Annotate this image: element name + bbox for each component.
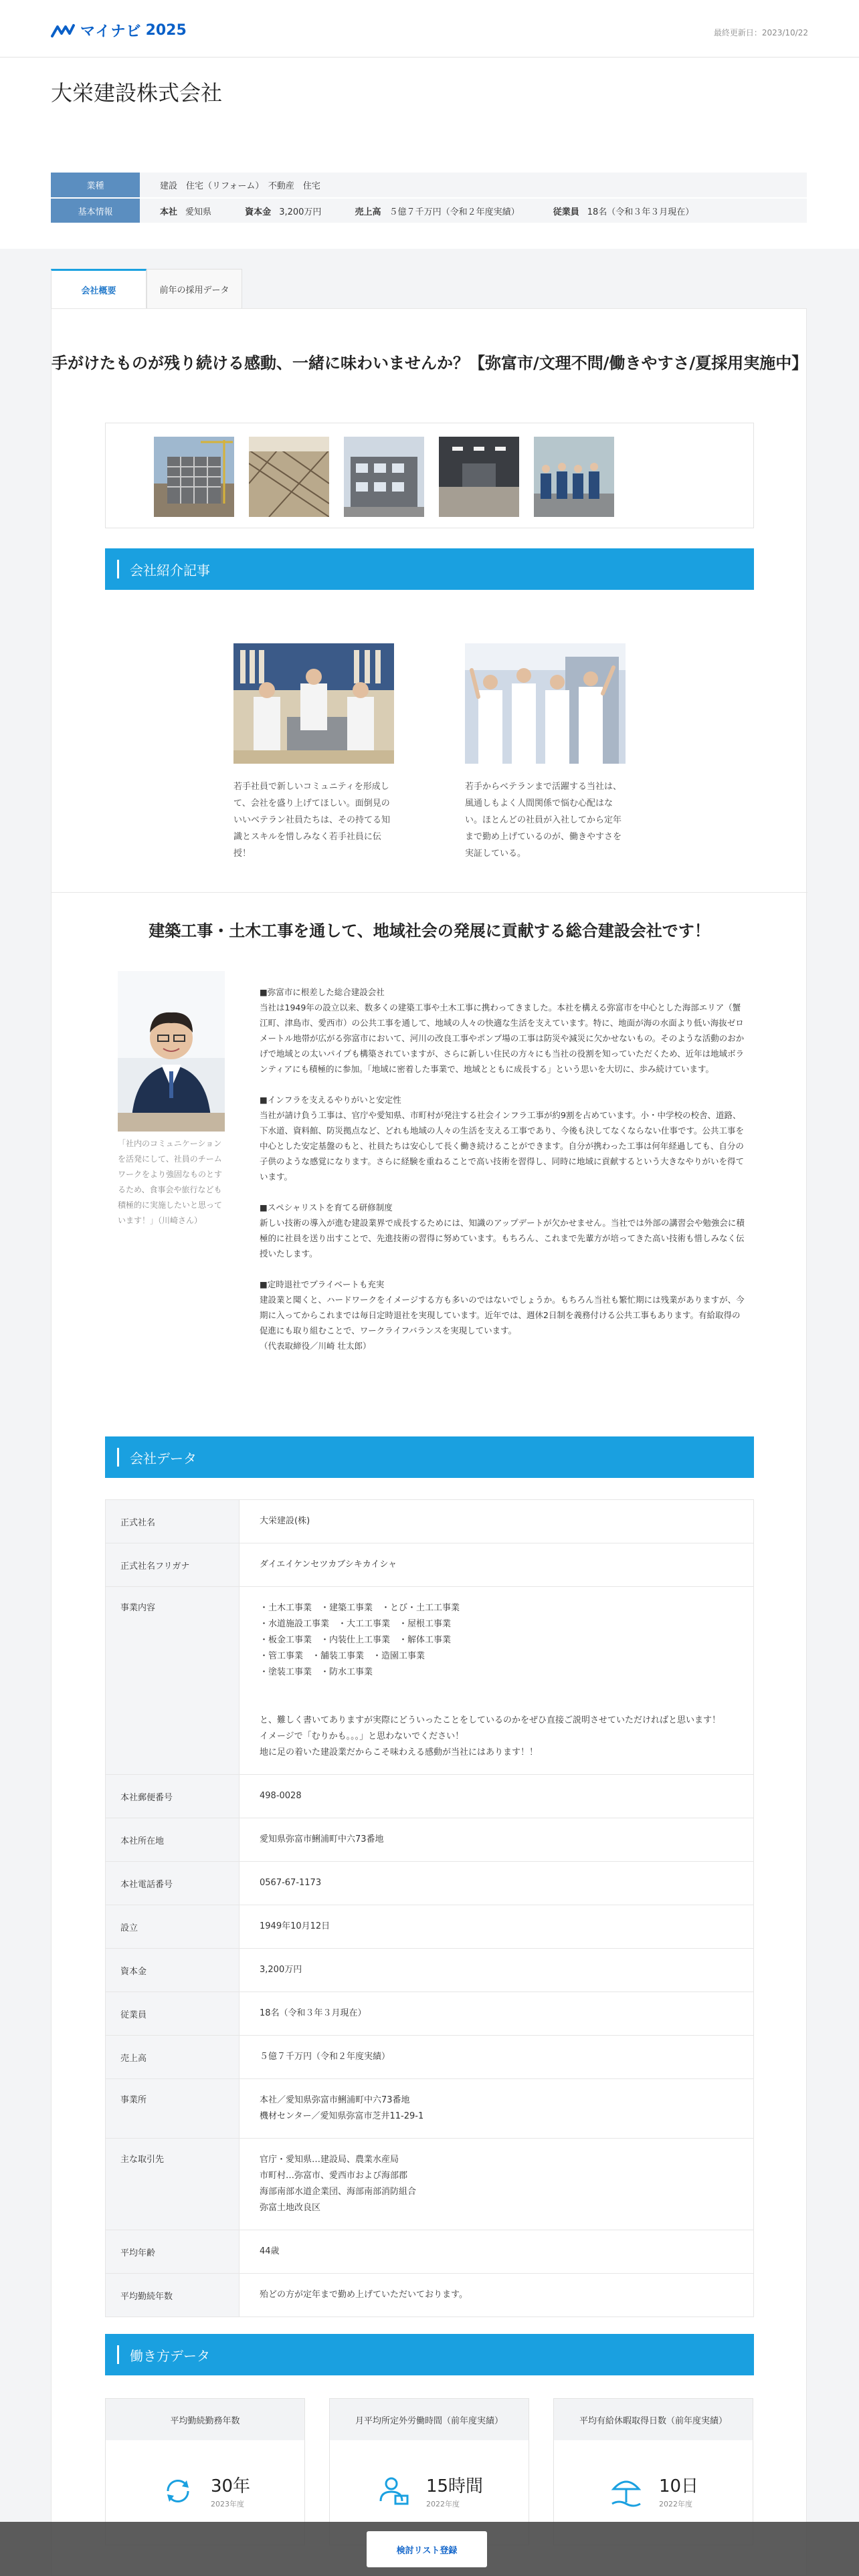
stat-value: 30年: [210, 2476, 251, 2496]
row-label: 本社郵便番号: [106, 1775, 240, 1818]
row-label: 主な取引先: [106, 2139, 240, 2230]
stat-title: 月平均所定外労働時間（前年度実績）: [330, 2399, 529, 2440]
row-value: 1949年10月12日: [240, 1905, 754, 1949]
article-2-text: 若手からベテランまで活躍する当社は、風通しもよく人間関係で悩む心配はない。ほとんどの社員が入社してから定年まで勤め上げているのが、働きやすさを実証している。: [465, 782, 622, 859]
mynavi-logo[interactable]: [51, 20, 187, 41]
message-paragraph-2: ■インフラを支えるやりがいと安定性 当社が請け負う工事は、官庁や愛知県、市町村が発注する社会インフラ工事が約9割を占めています。小・中学校の校舎、道路、下水道、資料館、防災拠点など、どれも地域の人々の生活を支える工事であり、今後も決してなくならない仕事です。公共工事を中心とした安定基盤のもと、社員たちは安心して長く働き続けることができます。自分が携わった工事は何年経過しても、自分の子供のような感覚になります。さらに経験を重ねることで高い技術を習得し、同時に地域に貢献するという大きなやりがいを得ています。: [260, 1095, 745, 1182]
section-work-style-title: 働き方データ: [130, 2347, 210, 2364]
table-row: [106, 2230, 754, 2274]
basic-info-table: [51, 173, 807, 224]
hq-label: 本社: [160, 207, 178, 217]
tab-company-overview[interactable]: 会社概要: [51, 269, 147, 309]
capital-label: 資本金: [245, 207, 272, 217]
row-label: 設立: [106, 1905, 240, 1949]
table-row: [106, 1543, 754, 1587]
table-row: [106, 1949, 754, 1992]
basic-info-values: [140, 198, 807, 223]
sales-label: 売上高: [355, 207, 381, 217]
stat-year: 2023年度: [210, 2500, 244, 2508]
industry-label: 業種: [51, 173, 140, 198]
row-value: ・土木工事業 ・建築工事業 ・とび・土工工事業 ・水道施設工事業 ・大工工事業 ・屋根工事業 ・板金工事業 ・内装仕上工事業 ・解体工事業 ・管工事業 ・舗装工事業 ・造園工事業 ・塗装工事業 ・防水工事業 と、難しく書いてありますが実際にどういったことをしているのかをぜひ直接ご説明させていただければと思います！ イメージで「むりかも。。。」と思わないでください！ 地に足の着いた建設業だからこそ味わえる感動が当社にはあります！！: [240, 1587, 754, 1775]
stat-value: 15時間: [425, 2476, 484, 2496]
stat-title: 平均有給休暇取得日数（前年度実績）: [554, 2399, 753, 2440]
photo-interior-hall[interactable]: [439, 437, 519, 517]
table-row: [106, 1818, 754, 1862]
add-to-list-button[interactable]: 検討リスト登録: [367, 2531, 487, 2567]
table-row: [106, 2274, 754, 2317]
row-label: 資本金: [106, 1949, 240, 1992]
section-divider: [52, 892, 807, 893]
table-row: [106, 1500, 754, 1543]
logo-text: マイナビ: [80, 23, 142, 40]
table-row: [106, 2139, 754, 2230]
section-articles-title: 会社紹介記事: [130, 562, 210, 578]
company-name: 大栄建設株式会社: [51, 80, 223, 106]
row-label: 本社電話番号: [106, 1862, 240, 1905]
stat-value: 10日: [658, 2476, 699, 2496]
photo-staff-group[interactable]: [534, 437, 614, 517]
row-label: 平均勤続年数: [106, 2274, 240, 2317]
stat-year: 2022年度: [425, 2500, 460, 2508]
section-work-style-header: [105, 2334, 754, 2375]
row-value: 0567-67-1173: [240, 1862, 754, 1905]
logo-mark-icon: [51, 23, 76, 39]
article-2-photo: [465, 643, 626, 764]
row-value: 愛知県弥富市鯏浦町中六73番地: [240, 1818, 754, 1862]
stat-year: 2022年度: [658, 2500, 692, 2508]
message-paragraph-3: ■スペシャリストを育てる研修制度 新しい技術の導入が進む建設業界で成長するためには、知識のアップデートが欠かせません。当社では外部の講習会や勉強会に積極的に社員を送り出すことで、先進技術の習得に努めています。もちろん、これまで先輩方が培ってきた高い技術も惜しみなく伝授いたします。: [260, 1202, 745, 1259]
message-title: 建築工事・土木工事を通して、地域社会の発展に貢献する総合建設会社です！: [149, 922, 710, 940]
industry-value: 建設 住宅（リフォーム） 不動産 住宅: [140, 173, 807, 198]
table-row: [106, 2036, 754, 2079]
article-1-photo: [233, 643, 394, 764]
article-card-2[interactable]: [465, 643, 626, 862]
basic-info-label: 基本情報: [51, 198, 140, 223]
hq-value: 愛知県: [185, 207, 212, 217]
photo-apartment-building[interactable]: [344, 437, 424, 517]
message-paragraph-4: ■定時退社でプライベートも充実 建設業と聞くと、ハードワークをイメージする方も多いのではないでしょうか。もちろん当社も繁忙期には残業がありますが、今期に入ってからこれまでは毎日定時退社を実現しています。近年では、週休2日制を義務付ける公共工事もあります。有給取得の促進にも取り組むことで、ワークライフバランスを実現しています。 （代表取締役／川崎 壮太郎）: [260, 1279, 745, 1351]
section-company-data-header: [105, 1436, 754, 1478]
logo-year: 2025: [145, 22, 187, 39]
photo-rebar-work[interactable]: [249, 437, 329, 517]
row-value: ５億７千万円（令和２年度実績）: [240, 2036, 754, 2079]
message-body: [260, 984, 748, 1369]
sales-value: ５億７千万円（令和２年度実績）: [389, 207, 520, 217]
row-value: 官庁・愛知県…建設局、農業水産局 市町村…弥富市、愛西市および海部郡 海部南部水道企業団、海部南部消防組合 弥富土地改良区: [240, 2139, 754, 2230]
table-row: [106, 1905, 754, 1949]
site-header: [0, 0, 859, 58]
row-value: 殆どの方が定年まで勤め上げていただいております。: [240, 2274, 754, 2317]
row-label: 売上高: [106, 2036, 240, 2079]
worker-icon: [375, 2473, 411, 2509]
row-value: ダイエイケンセツカブシキカイシャ: [240, 1543, 754, 1587]
last-updated: 最終更新日：2023/10/22: [713, 28, 808, 37]
row-value: 498-0028: [240, 1775, 754, 1818]
tab-recruit-data[interactable]: 前年の採用データ: [147, 269, 242, 309]
message-paragraph-1: ■弥富市に根差した総合建設会社 当社は1949年の設立以来、数多くの建築工事や土木工事に携わってきました。本社を構える弥富市を中心とした海部エリア（蟹江町、津島市、愛西市）の公共工事を通して、地域の人々の快適な生活を支えています。特に、地面が海の水面より低い海抜ゼロメートル地帯が広がる弥富市において、河川の改良工事やポンプ場の工事は防災や減災に欠かせないもの。そのような活動のおかげで地域との太いパイプも構築されていますが、さらに新しい住民の方々にも当社の役割を知っていただくため、近年は地域ボランティアにも積極的に参加。「地域に密着した事業で、地域とともに成長する」という思いを大切に、歩み続けています。: [260, 987, 745, 1074]
company-header: [0, 58, 859, 249]
president-portrait: [118, 971, 225, 1132]
capital-value: 3,200万円: [279, 207, 322, 217]
row-label: 平均年齢: [106, 2230, 240, 2274]
table-row: [106, 1587, 754, 1775]
row-label: 事業所: [106, 2079, 240, 2139]
row-label: 事業内容: [106, 1587, 240, 1775]
tab-bar: [51, 269, 242, 309]
refresh-icon: [160, 2473, 196, 2509]
section-company-data-title: 会社データ: [130, 1450, 197, 1467]
row-value: 18名（令和３年３月現在）: [240, 1992, 754, 2036]
section-articles-header: [105, 548, 754, 590]
row-value: 44歳: [240, 2230, 754, 2274]
row-label: 正式社名: [106, 1500, 240, 1543]
row-label: 本社所在地: [106, 1818, 240, 1862]
photo-building-construction[interactable]: [154, 437, 234, 517]
row-value: 大栄建設(株): [240, 1500, 754, 1543]
row-value: 3,200万円: [240, 1949, 754, 1992]
photo-strip: [105, 423, 754, 528]
article-card-1[interactable]: [233, 643, 394, 862]
row-value: 本社／愛知県弥富市鯏浦町中六73番地 機材センター／愛知県弥富市芝井11-29-1: [240, 2079, 754, 2139]
table-row: [106, 1862, 754, 1905]
main-content: [51, 308, 807, 2576]
beach-icon: [608, 2473, 644, 2509]
row-label: 正式社名フリガナ: [106, 1543, 240, 1587]
stat-title: 平均勤続勤務年数: [106, 2399, 304, 2440]
portrait-caption: 「社内のコミュニケーションを活発にして、社員のチームワークをより強固なものとするため、食事会や旅行なども積極的に実施したいと思っています！」（川崎さん）: [118, 1139, 223, 1225]
table-row: [106, 1775, 754, 1818]
sticky-footer: [0, 2522, 859, 2576]
table-row: [106, 1992, 754, 2036]
table-row: [106, 2079, 754, 2139]
row-label: 従業員: [106, 1992, 240, 2036]
article-1-text: 若手社員で新しいコミュニティを形成して、会社を盛り上げてほしい。面倒見のいいベテラン社員たちは、その持てる知識とスキルを惜しみなく若手社員に伝授！: [233, 782, 391, 859]
employees-value: 18名（令和３年３月現在）: [587, 207, 694, 217]
catch-copy: 手がけたものが残り続ける感動、一緒に味わいませんか？【弥富市/文理不問/働きやすさ/夏採用実施中】: [52, 354, 808, 372]
company-data-table: [105, 1499, 754, 2317]
employees-label: 従業員: [553, 207, 579, 217]
